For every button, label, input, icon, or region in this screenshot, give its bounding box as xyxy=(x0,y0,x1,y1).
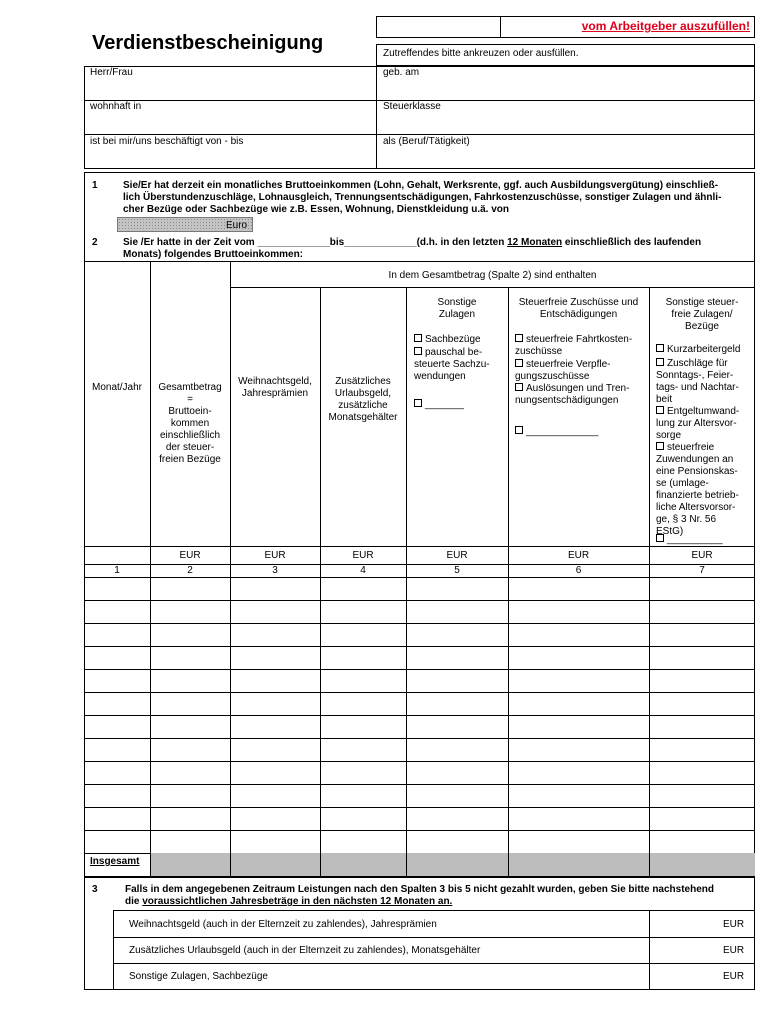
col-header-other-allowances: Sonstige Zulagen xyxy=(437,297,477,320)
section3-row-line xyxy=(113,910,755,911)
employer-note: vom Arbeitgeber auszufüllen! xyxy=(581,19,750,33)
address-field[interactable] xyxy=(90,114,372,132)
checkbox-icon xyxy=(515,359,523,367)
instruction-text: Zutreffendes bitte ankreuzen oder ausfüllen. xyxy=(383,48,579,59)
personal-row-line-2 xyxy=(84,134,755,135)
col6-option-separation-allowances[interactable]: Auslösungen und Tren- nungsentschädigungen xyxy=(515,383,630,406)
checkbox-icon xyxy=(414,347,422,355)
section3-amount-divider xyxy=(649,910,650,990)
page-title: Verdienstbescheinigung xyxy=(92,32,324,54)
table-top-line xyxy=(84,261,755,262)
col6-option-travel-subsidies[interactable]: steuerfreie Fahrtkosten- zuschüsse xyxy=(515,334,633,357)
currency-cell-col2: EUR xyxy=(179,550,201,561)
annual-other-allowances-field[interactable] xyxy=(651,965,721,988)
section1-text-line-1: Sie/Er hat derzeit ein monatliches Bruttoeinkommen (Lohn, Gehalt, Werksrente, ggf. auch Ausbildungsvergütung) einschließ- xyxy=(123,180,719,191)
col-number-1: 1 xyxy=(114,565,120,576)
col7-option-short-time-allowance[interactable]: Kurzarbeitergeld xyxy=(656,344,740,356)
total-row-shading xyxy=(150,853,755,876)
section2-number: 2 xyxy=(92,237,98,248)
checkbox-icon xyxy=(515,426,523,434)
col7-option-salary-conversion[interactable]: Entgeltumwand- lung zur Altersvor- sorge xyxy=(656,406,740,441)
col-number-6: 6 xyxy=(575,565,582,576)
col-header-month-year: Monat/Jahr xyxy=(91,382,143,393)
section1-number: 1 xyxy=(92,180,98,191)
annual-christmas-bonus-currency: EUR xyxy=(723,919,745,930)
col-header-holiday-pay: Zusätzliches Urlaubsgeld, zusätzliche Monatsgehälter xyxy=(328,376,398,423)
profession-field[interactable] xyxy=(383,149,751,167)
tax-class-field[interactable] xyxy=(383,114,751,132)
col-number-2: 2 xyxy=(187,565,193,576)
total-label: Insgesamt xyxy=(90,856,140,867)
col7-option-other[interactable]: __________ xyxy=(656,534,723,546)
section1-text-line-3: cher Bezüge oder Sachbezüge wie z.B. Essen, Wohnung, Dienstkleidung u.ä. von xyxy=(123,204,509,215)
employed-period-field[interactable] xyxy=(90,149,372,167)
checkbox-icon xyxy=(656,442,664,450)
section3-row-line xyxy=(113,937,755,938)
checkbox-icon xyxy=(515,334,523,342)
currency-cell-col3: EUR xyxy=(264,550,286,561)
address-label: wohnhaft in xyxy=(90,101,142,112)
annual-other-allowances-label: Sonstige Zulagen, Sachbezüge xyxy=(129,971,268,982)
period-from-field[interactable]: _____________ xyxy=(257,237,330,248)
checkbox-icon xyxy=(656,358,664,366)
employed-period-label: ist bei mir/uns beschäftigt von - bis xyxy=(90,136,244,147)
col-number-5: 5 xyxy=(454,565,460,576)
annual-holiday-pay-field[interactable] xyxy=(651,939,721,961)
currency-row-top-line xyxy=(84,546,755,547)
col7-option-surcharges[interactable]: Zuschläge für Sonntags-, Feier- tags- und Nachtar- beit xyxy=(656,358,739,405)
tax-class-label: Steuerklasse xyxy=(383,101,441,112)
col-header-tax-free-subsidies: Steuerfreie Zuschüsse und Entschädigungen xyxy=(518,297,639,320)
header-stamp-divider xyxy=(500,16,501,38)
monthly-income-currency: Euro xyxy=(226,220,248,231)
checkbox-icon xyxy=(656,406,664,414)
birth-date-field[interactable] xyxy=(383,80,751,98)
checkbox-icon xyxy=(414,399,422,407)
group-header-line xyxy=(230,287,755,288)
period-to-field[interactable]: _____________ xyxy=(344,237,417,248)
name-field[interactable] xyxy=(90,80,372,98)
col5-option-flat-taxed-benefits[interactable]: pauschal be- steuerte Sachzu- wendungen xyxy=(414,347,490,382)
personal-divider xyxy=(376,66,377,169)
checkbox-icon xyxy=(656,534,664,542)
section2-line-1: Sie /Er hatte in der Zeit vom _____________bis_____________(d.h. in den letzten 12 Monaten einschließlich des laufenden xyxy=(123,237,702,248)
annual-christmas-bonus-label: Weihnachtsgeld (auch in der Elternzeit zu zahlendes), Jahresprämien xyxy=(129,919,437,930)
annual-holiday-pay-currency: EUR xyxy=(723,945,745,956)
section2-line-2: Monats) folgendes Bruttoeinkommen: xyxy=(123,249,304,260)
col5-option-benefits-in-kind[interactable]: Sachbezüge xyxy=(414,334,481,346)
section3-row-line xyxy=(113,963,755,964)
checkbox-icon xyxy=(414,334,422,342)
section3-line-1: Falls in dem angegebenen Zeitraum Leistungen nach den Spalten 3 bis 5 nicht gezahlt wurden, geben Sie bitte nachstehend xyxy=(125,884,714,895)
col6-option-meal-subsidies[interactable]: steuerfreie Verpfle- gungszuschüsse xyxy=(515,359,611,382)
annual-other-allowances-currency: EUR xyxy=(723,971,745,982)
income-data-rows[interactable] xyxy=(85,578,754,852)
currency-cell-col7: EUR xyxy=(691,550,713,561)
annual-holiday-pay-label: Zusätzliches Urlaubsgeld (auch in der Elternzeit zu zahlendes), Monatsgehälter xyxy=(129,945,481,956)
col7-option-pension-fund[interactable]: steuerfreie Zuwendungen an eine Pensionskas- se (umlage- finanzierte betrieb- liche Altersvorsor- ge, § 3 Nr. 56 EStG) xyxy=(656,442,739,537)
currency-cell-col6: EUR xyxy=(567,550,590,561)
col-header-christmas-bonus: Weihnachtsgeld, Jahresprämien xyxy=(238,376,312,399)
section3-line-2: die voraussichtlichen Jahresbeträge in den nächsten 12 Monaten an. xyxy=(125,896,453,907)
col-header-other-tax-free: Sonstige steuer- freie Zulagen/ Bezüge xyxy=(665,297,739,332)
checkbox-icon xyxy=(515,383,523,391)
name-label: Herr/Frau xyxy=(90,67,133,78)
col6-option-other[interactable]: _____________ xyxy=(515,426,598,438)
col-number-7: 7 xyxy=(699,565,705,576)
section3-left-divider xyxy=(113,910,114,990)
col-number-4: 4 xyxy=(360,565,366,576)
currency-cell-col5: EUR xyxy=(446,550,468,561)
birth-date-label: geb. am xyxy=(383,67,420,78)
section1-text-line-2: lich Überstundenzuschläge, Lohnausgleich, Trennungsentschädigungen, Fahrkostenzuschüsse, sonstiger Zulagen und ähnli- xyxy=(123,192,722,203)
group-header: In dem Gesamtbetrag (Spalte 2) sind enthalten xyxy=(388,270,597,281)
currency-cell-col4: EUR xyxy=(352,550,374,561)
annual-christmas-bonus-field[interactable] xyxy=(651,912,721,935)
col-header-total-amount: Gesamtbetrag = Bruttoein- kommen einschließlich der steuer- freien Bezüge xyxy=(158,382,222,465)
section3-number: 3 xyxy=(92,884,98,895)
profession-label: als (Beruf/Tätigkeit) xyxy=(383,136,470,147)
col-number-3: 3 xyxy=(272,565,278,576)
checkbox-icon xyxy=(656,344,664,352)
col5-option-other[interactable]: _______ xyxy=(414,399,464,411)
